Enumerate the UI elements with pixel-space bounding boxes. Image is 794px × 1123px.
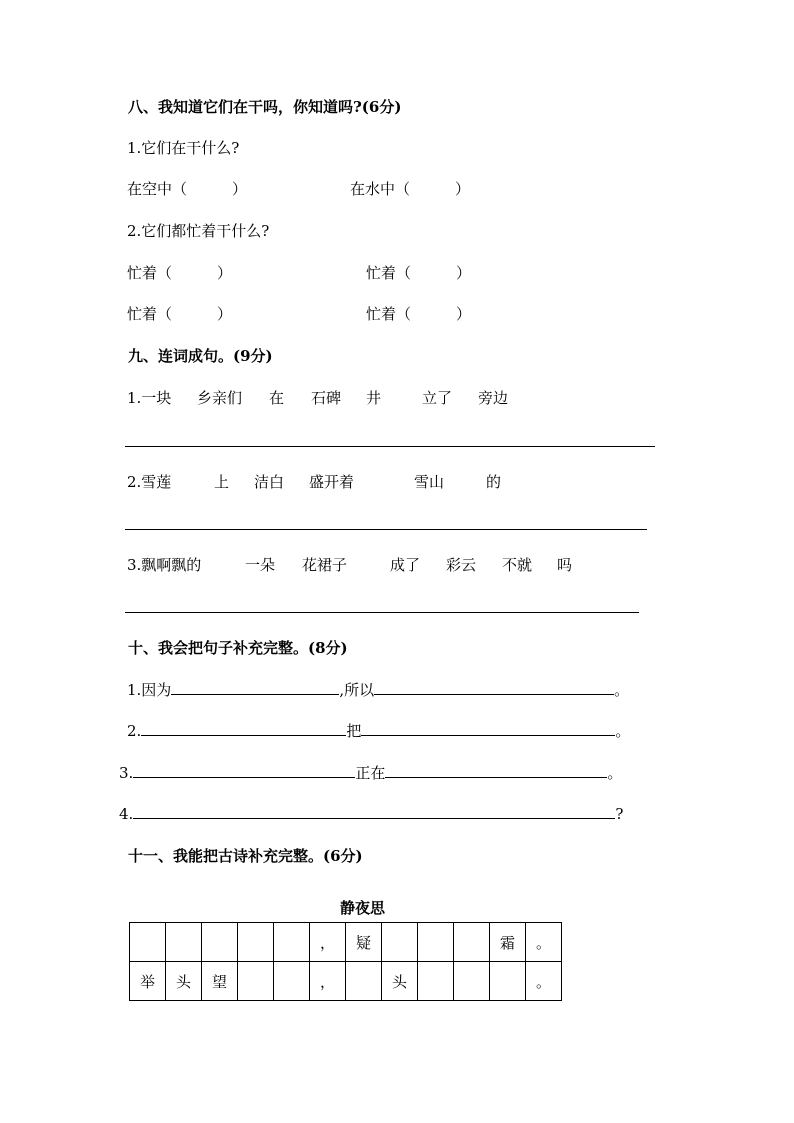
poem-cell: 头 xyxy=(382,962,418,1001)
word-1-2: 乡亲们 xyxy=(197,389,243,407)
poem-row-1 xyxy=(130,923,562,962)
number-label: 2. xyxy=(127,722,142,740)
poem-cell[interactable] xyxy=(418,923,454,962)
busy-answer-2: 忙着（ ） xyxy=(366,264,472,282)
poem-cell: 。 xyxy=(526,962,562,1001)
poem-cell: 疑 xyxy=(346,923,382,962)
word-1-7: 旁边 xyxy=(478,389,509,407)
poem-cell: 头 xyxy=(166,962,202,1001)
period: 。 xyxy=(615,722,631,740)
ba-label: 把 xyxy=(346,722,362,740)
poem-cell[interactable] xyxy=(274,923,310,962)
section-8-heading: 八、我知道它们在干吗，你知道吗?(6分) xyxy=(128,98,402,116)
word-2-1: 2.雪莲 xyxy=(127,473,172,491)
blank-10-2a[interactable] xyxy=(141,721,346,736)
word-3-5: 彩云 xyxy=(446,556,477,574)
answer-line-9-2[interactable] xyxy=(125,529,647,530)
poem-cell[interactable] xyxy=(418,962,454,1001)
poem-row-2 xyxy=(130,962,562,1001)
busy-answer-1: 忙着（ ） xyxy=(127,264,233,282)
poem-cell[interactable] xyxy=(454,962,490,1001)
word-3-7: 吗 xyxy=(557,556,573,574)
blank-10-4[interactable] xyxy=(133,804,615,819)
answer-in-water: 在水中（ ） xyxy=(350,180,471,198)
answer-line-9-1[interactable] xyxy=(125,446,655,447)
blank-10-3b[interactable] xyxy=(385,763,607,778)
word-2-3: 洁白 xyxy=(254,473,285,491)
sentence-10-2 xyxy=(127,721,630,741)
poem-title: 静夜思 xyxy=(340,899,386,917)
poem-cell[interactable] xyxy=(382,923,418,962)
answer-line-9-3[interactable] xyxy=(125,612,639,613)
poem-cell: ， xyxy=(310,962,346,1001)
word-3-3: 花裙子 xyxy=(302,556,348,574)
answer-in-air: 在空中（ ） xyxy=(127,180,248,198)
number-label: 3. xyxy=(119,764,134,782)
section-10-heading: 十、我会把句子补充完整。(8分) xyxy=(128,639,348,657)
busy-answer-4: 忙着（ ） xyxy=(366,305,472,323)
question-mark: ? xyxy=(615,805,624,823)
zhengzai-label: 正在 xyxy=(355,764,386,782)
poem-cell[interactable] xyxy=(454,923,490,962)
period: 。 xyxy=(607,764,623,782)
word-1-6: 立了 xyxy=(422,389,453,407)
sentence-10-4 xyxy=(119,804,623,824)
blank-10-1a[interactable] xyxy=(171,680,339,695)
poem-cell[interactable] xyxy=(346,962,382,1001)
blank-10-1b[interactable] xyxy=(374,680,614,695)
busy-answer-3: 忙着（ ） xyxy=(127,305,233,323)
poem-cell[interactable] xyxy=(274,962,310,1001)
sentence-10-3 xyxy=(119,763,622,783)
poem-cell[interactable] xyxy=(490,962,526,1001)
poem-cell: 。 xyxy=(526,923,562,962)
word-2-4: 盛开着 xyxy=(309,473,355,491)
blank-10-2b[interactable] xyxy=(361,721,615,736)
word-1-3: 在 xyxy=(269,389,285,407)
word-3-2: 一朵 xyxy=(245,556,276,574)
question-8-1: 1.它们在干什么? xyxy=(127,139,240,157)
poem-cell[interactable] xyxy=(238,923,274,962)
word-3-6: 不就 xyxy=(502,556,533,574)
poem-cell[interactable] xyxy=(166,923,202,962)
word-3-4: 成了 xyxy=(390,556,421,574)
number-label: 4. xyxy=(119,805,134,823)
period: 。 xyxy=(614,681,630,699)
word-1-1: 1.一块 xyxy=(127,389,172,407)
poem-cell[interactable] xyxy=(202,923,238,962)
word-2-5: 雪山 xyxy=(414,473,445,491)
poem-cell[interactable] xyxy=(238,962,274,1001)
poem-cell: 霜 xyxy=(490,923,526,962)
word-2-6: 的 xyxy=(486,473,502,491)
word-2-2: 上 xyxy=(214,473,230,491)
poem-cell[interactable] xyxy=(130,923,166,962)
section-11-heading: 十一、我能把古诗补充完整。(6分) xyxy=(128,847,363,865)
blank-10-3a[interactable] xyxy=(133,763,355,778)
word-1-4: 石碑 xyxy=(311,389,342,407)
so-label: ,所以 xyxy=(339,681,375,699)
section-9-heading: 九、连词成句。(9分) xyxy=(128,347,273,365)
word-1-5: 井 xyxy=(366,389,382,407)
question-8-2: 2.它们都忙着干什么? xyxy=(127,222,270,240)
poem-cell: 望 xyxy=(202,962,238,1001)
poem-cell: 举 xyxy=(130,962,166,1001)
sentence-10-1 xyxy=(127,680,629,700)
word-3-1: 3.飘啊飘的 xyxy=(127,556,202,574)
poem-grid xyxy=(129,922,562,1001)
because-label: 1.因为 xyxy=(127,681,172,699)
poem-cell: ， xyxy=(310,923,346,962)
